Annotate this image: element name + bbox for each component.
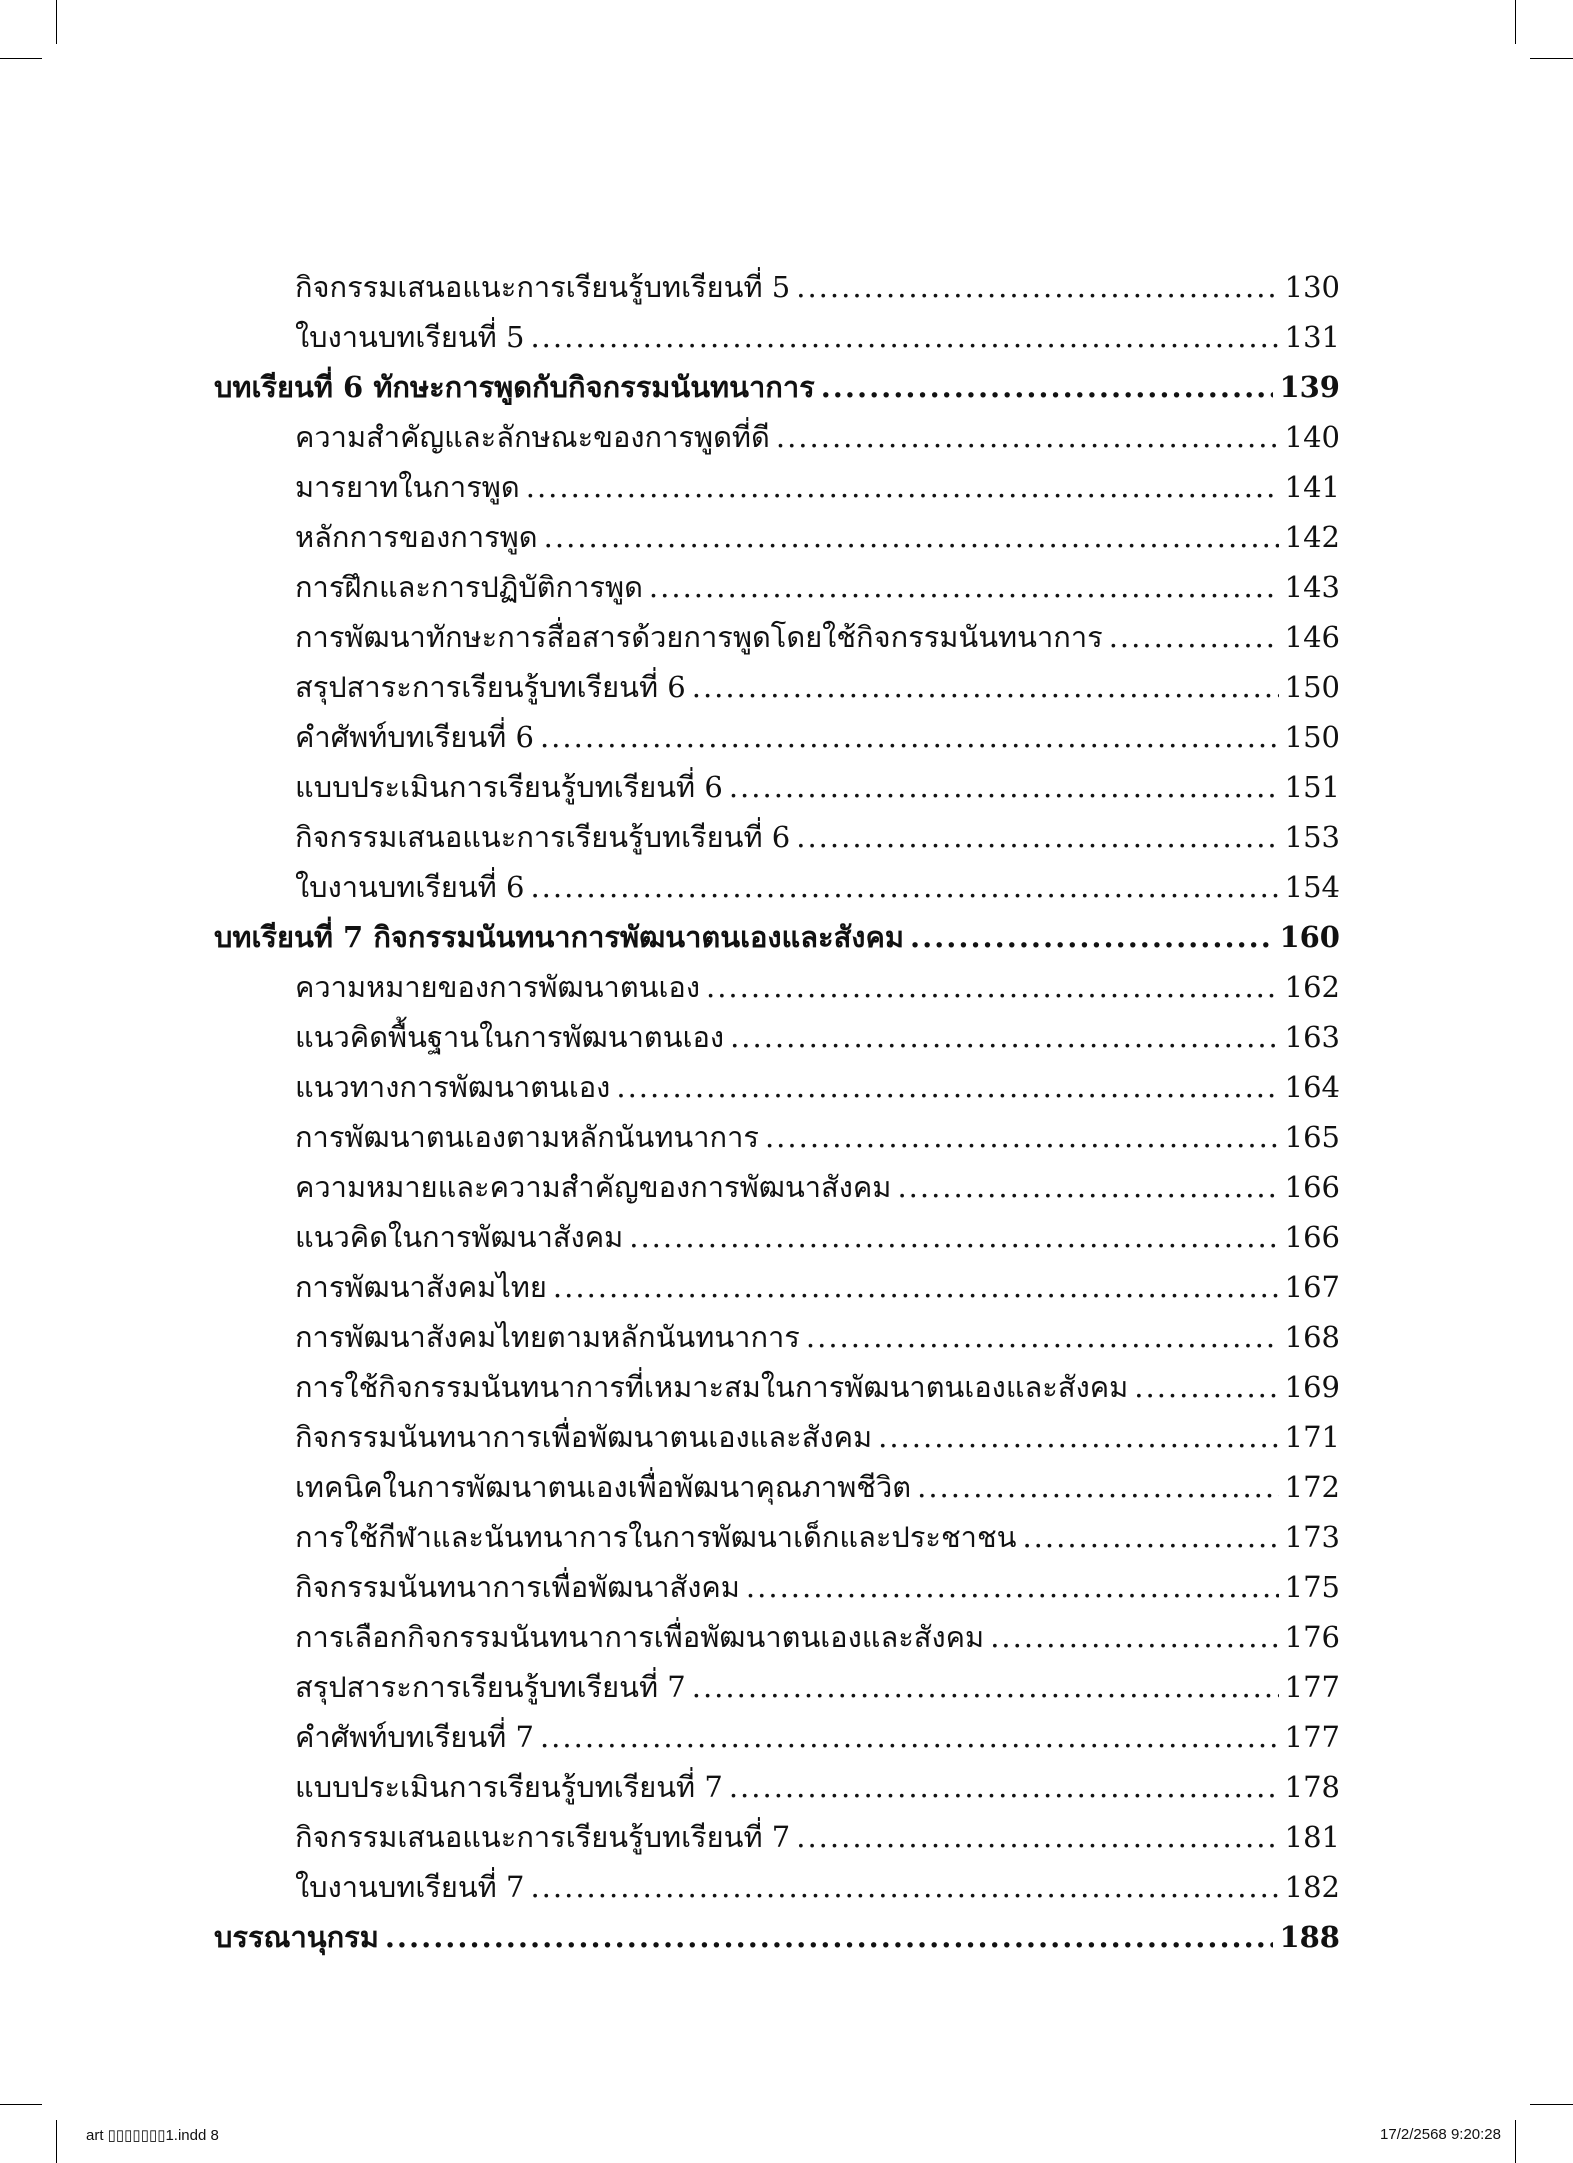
toc-entry-title: กิจกรรมเสนอแนะการเรียนรู้บทเรียนที่ 6 (295, 820, 791, 854)
toc-entry-page-number: 165 (1284, 1120, 1340, 1154)
toc-entry-page-number: 150 (1284, 670, 1340, 704)
toc-entry-title: แนวทางการพัฒนาตนเอง (295, 1070, 611, 1104)
dot-leader (692, 1662, 1279, 1712)
toc-entry (214, 1862, 1340, 1912)
toc-entry-page-number: 154 (1284, 870, 1340, 904)
toc-entry-title: การฝึกและการปฏิบัติการพูด (295, 570, 643, 604)
toc-entry-title: การใช้กิจกรรมนันทนาการที่เหมาะสมในการพัฒนาตนเองและสังคม (295, 1370, 1129, 1404)
dot-leader (1022, 1512, 1278, 1562)
dot-leader (796, 262, 1278, 312)
toc-entry (214, 962, 1340, 1012)
toc-entry-page-number: 175 (1284, 1570, 1340, 1604)
toc-entry-title: การพัฒนาทักษะการสื่อสารด้วยการพูดโดยใช้กิจกรรมนันทนาการ (295, 620, 1103, 654)
dot-leader (990, 1612, 1278, 1662)
dot-leader (796, 812, 1278, 862)
toc-entry-page-number: 150 (1284, 720, 1340, 754)
dot-leader (616, 1062, 1278, 1112)
toc-entry-title: เทคนิคในการพัฒนาตนเองเพื่อพัฒนาคุณภาพชีวิต (295, 1470, 912, 1504)
dot-leader (692, 662, 1279, 712)
toc-entry-page-number: 142 (1284, 520, 1340, 554)
toc-entry-page-number: 163 (1284, 1020, 1340, 1054)
crop-mark (0, 2104, 42, 2105)
toc-entry (214, 312, 1340, 362)
crop-mark (1530, 58, 1573, 59)
toc-entry-title: แนวคิดพื้นฐานในการพัฒนาตนเอง (295, 1020, 725, 1054)
toc-entry-title: สรุปสาระการเรียนรู้บทเรียนที่ 6 (295, 670, 686, 704)
toc-entry-title: การใช้กีฬาและนันทนาการในการพัฒนาเด็กและประชาชน (295, 1520, 1017, 1554)
toc-entry-page-number: 168 (1284, 1320, 1340, 1354)
dot-leader (706, 962, 1279, 1012)
toc-entry-page-number: 160 (1279, 920, 1340, 954)
toc-entry-title: การเลือกกิจกรรมนันทนาการเพื่อพัฒนาตนเองและสังคม (295, 1620, 985, 1654)
toc-entry-page-number: 130 (1284, 270, 1340, 304)
toc-entry-page-number: 139 (1279, 370, 1340, 404)
toc-entry (214, 1812, 1340, 1862)
dot-leader (1109, 612, 1279, 662)
toc-entry-title: ใบงานบทเรียนที่ 6 (295, 870, 525, 904)
toc-entry-title: ความหมายและความสำคัญของการพัฒนาสังคม (295, 1170, 892, 1204)
toc-entry (214, 1762, 1340, 1812)
toc-entry-title: ความหมายของการพัฒนาตนเอง (295, 970, 700, 1004)
toc-entry-title: แบบประเมินการเรียนรู้บทเรียนที่ 6 (295, 770, 723, 804)
toc-entry (214, 412, 1340, 462)
dot-leader (526, 462, 1279, 512)
toc-entry (214, 1062, 1340, 1112)
crop-mark (56, 2120, 57, 2163)
toc-entry (214, 1562, 1340, 1612)
dot-leader (821, 362, 1274, 412)
dot-leader (746, 1562, 1279, 1612)
toc-entry-title: คำศัพท์บทเรียนที่ 6 (295, 720, 534, 754)
toc-entry-title: ใบงานบทเรียนที่ 7 (295, 1870, 525, 1904)
toc-entry (214, 1412, 1340, 1462)
toc-entry-page-number: 171 (1284, 1420, 1340, 1454)
toc-entry (214, 1712, 1340, 1762)
toc-entry-page-number: 166 (1284, 1220, 1340, 1254)
dot-leader (917, 1462, 1279, 1512)
toc-entry (214, 762, 1340, 812)
toc-entry-page-number: 141 (1284, 470, 1340, 504)
toc-entry-page-number: 131 (1284, 320, 1340, 354)
dot-leader (540, 712, 1279, 762)
toc-entry (214, 612, 1340, 662)
toc-entry-title: คำศัพท์บทเรียนที่ 7 (295, 1720, 534, 1754)
toc-entry-title: กิจกรรมนันทนาการเพื่อพัฒนาสังคม (295, 1570, 740, 1604)
toc-entry-title: การพัฒนาตนเองตามหลักนันทนาการ (295, 1120, 759, 1154)
toc-entry-title: การพัฒนาสังคมไทย (295, 1270, 547, 1304)
dot-leader (910, 912, 1273, 962)
toc-entry-title: กิจกรรมนันทนาการเพื่อพัฒนาตนเองและสังคม (295, 1420, 873, 1454)
dot-leader (544, 512, 1279, 562)
toc-entry (214, 1162, 1340, 1212)
toc-chapter-entry (214, 1912, 1340, 1962)
toc-entry-page-number: 173 (1284, 1520, 1340, 1554)
dot-leader (530, 1862, 1278, 1912)
toc-entry (214, 1312, 1340, 1362)
dot-leader (553, 1262, 1279, 1312)
toc-entry (214, 1462, 1340, 1512)
toc-entry (214, 262, 1340, 312)
toc-entry-page-number: 178 (1284, 1770, 1340, 1804)
toc-entry (214, 712, 1340, 762)
dot-leader (729, 762, 1279, 812)
toc-entry (214, 512, 1340, 562)
dot-leader (530, 862, 1278, 912)
dot-leader (796, 1812, 1278, 1862)
toc-entry-title: หลักการของการพูด (295, 520, 538, 554)
toc-entry-title: ใบงานบทเรียนที่ 5 (295, 320, 525, 354)
dot-leader (730, 1012, 1279, 1062)
toc-entry (214, 1262, 1340, 1312)
crop-mark (1530, 2104, 1573, 2105)
toc-entry-page-number: 176 (1284, 1620, 1340, 1654)
toc-entry (214, 562, 1340, 612)
toc-entry-page-number: 177 (1284, 1720, 1340, 1754)
toc-entry-page-number: 177 (1284, 1670, 1340, 1704)
toc-entry-page-number: 188 (1279, 1920, 1340, 1954)
toc-entry-page-number: 169 (1284, 1370, 1340, 1404)
dot-leader (776, 412, 1279, 462)
toc-entry (214, 1012, 1340, 1062)
toc-entry-title: การพัฒนาสังคมไทยตามหลักนันทนาการ (295, 1320, 800, 1354)
toc-entry-page-number: 166 (1284, 1170, 1340, 1204)
toc-entry (214, 462, 1340, 512)
toc-entry-page-number: 172 (1284, 1470, 1340, 1504)
dot-leader (649, 562, 1279, 612)
dot-leader (878, 1412, 1279, 1462)
dot-leader (385, 1912, 1274, 1962)
toc-entry-page-number: 151 (1284, 770, 1340, 804)
toc-entry-title: บรรณานุกรม (214, 1920, 379, 1954)
dot-leader (629, 1212, 1278, 1262)
toc-entry (214, 1112, 1340, 1162)
toc-entry (214, 1362, 1340, 1412)
toc-entry (214, 1662, 1340, 1712)
toc-entry-title: กิจกรรมเสนอแนะการเรียนรู้บทเรียนที่ 5 (295, 270, 791, 304)
toc-entry-title: แบบประเมินการเรียนรู้บทเรียนที่ 7 (295, 1770, 723, 1804)
toc-entry-title: กิจกรรมเสนอแนะการเรียนรู้บทเรียนที่ 7 (295, 1820, 791, 1854)
toc-entry-page-number: 140 (1284, 420, 1340, 454)
toc-entry-page-number: 153 (1284, 820, 1340, 854)
toc-entry-title: สรุปสาระการเรียนรู้บทเรียนที่ 7 (295, 1670, 686, 1704)
dot-leader (897, 1162, 1278, 1212)
dot-leader (729, 1762, 1279, 1812)
toc-entry-title: มารยาทในการพูด (295, 470, 520, 504)
toc-entry-page-number: 146 (1284, 620, 1340, 654)
toc-chapter-entry (214, 912, 1340, 962)
toc-entry (214, 1212, 1340, 1262)
crop-mark (1515, 2120, 1516, 2163)
toc-entry-page-number: 143 (1284, 570, 1340, 604)
toc-entry-title: ความสำคัญและลักษณะของการพูดที่ดี (295, 420, 770, 454)
toc-entry-page-number: 164 (1284, 1070, 1340, 1104)
crop-mark (0, 58, 42, 59)
crop-mark (1515, 0, 1516, 44)
dot-leader (1134, 1362, 1278, 1412)
toc-entry-title: แนวคิดในการพัฒนาสังคม (295, 1220, 624, 1254)
toc-entry-title: บทเรียนที่ 7 กิจกรรมนันทนาการพัฒนาตนเองและสังคม (214, 920, 904, 954)
dot-leader (806, 1312, 1279, 1362)
toc-entry-page-number: 167 (1284, 1270, 1340, 1304)
toc-entry-page-number: 182 (1284, 1870, 1340, 1904)
toc-entry-page-number: 162 (1284, 970, 1340, 1004)
table-of-contents (214, 262, 1340, 1962)
toc-entry-page-number: 181 (1284, 1820, 1340, 1854)
dot-leader (540, 1712, 1279, 1762)
toc-entry (214, 1512, 1340, 1562)
toc-chapter-entry (214, 362, 1340, 412)
print-slug-timestamp: 17/2/2568 9:20:28 (1380, 2126, 1501, 2143)
crop-mark (56, 0, 57, 44)
print-slug-file: art ▯▯▯▯▯▯▯1.indd 8 (86, 2127, 219, 2144)
toc-entry (214, 1612, 1340, 1662)
toc-entry (214, 862, 1340, 912)
toc-entry (214, 812, 1340, 862)
dot-leader (765, 1112, 1279, 1162)
toc-entry (214, 662, 1340, 712)
toc-entry-title: บทเรียนที่ 6 ทักษะการพูดกับกิจกรรมนันทนาการ (214, 370, 815, 404)
dot-leader (530, 312, 1278, 362)
